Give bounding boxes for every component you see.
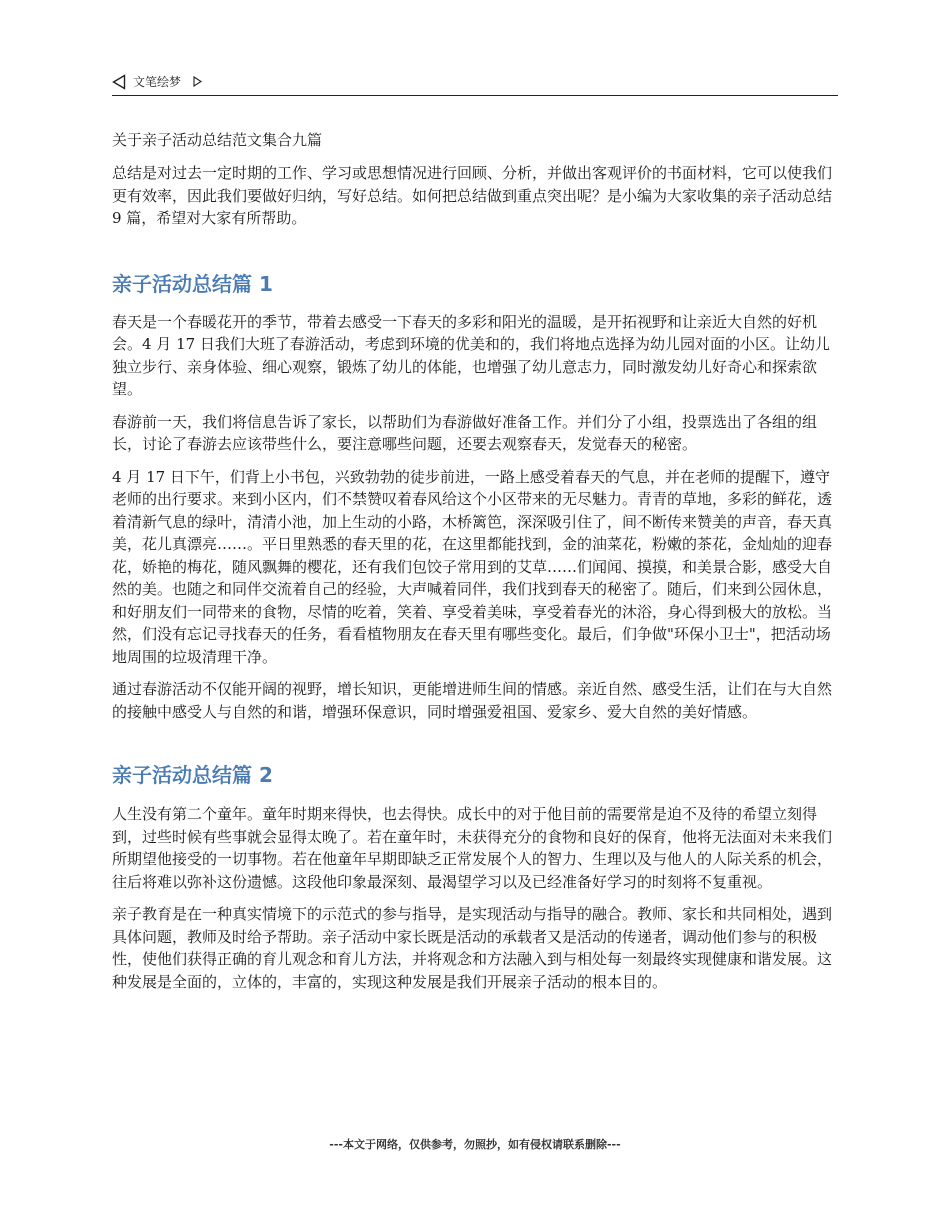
document-body (112, 128, 838, 1003)
intro-paragraph: 总结是对过去一定时期的工作、学习或思想情况进行回顾、分析，并做出客观评价的书面材料，它可以使我们更有效率，因此我们要做好归纳，写好总结。如何把总结做到重点突出呢？是小编为大家收集的亲子活动总结 9 篇，希望对大家有所帮助。 (112, 164, 833, 227)
section-1-paragraph-1: 春天是一个春暖花开的季节，带着去感受一下春天的多彩和阳光的温暖，是开拓视野和让亲近大自然的好机会。4 月 17 日我们大班了春游活动，考虑到环境的优美和的，我们将地点选择为幼儿园对面的小区。让幼儿独立步行、亲身体验、细心观察，锻炼了幼儿的体能，也增强了幼儿意志力，同时激发幼儿好奇心和探索欲望。 (112, 312, 830, 398)
section-1-title: 亲子活动总结篇 1 (112, 271, 273, 296)
section-1-paragraph-2: 春游前一天，我们将信息告诉了家长，以帮助们为春游做好准备工作。并们分了小组，投票选出了各组的组长，讨论了春游去应该带些什么，要注意哪些问题，还要去观察春天，发觉春天的秘密。 (112, 412, 818, 453)
section-1-paragraph-4: 通过春游活动不仅能开阔的视野，增长知识，更能增进师生间的情感。亲近自然、感受生活，让们在与大自然的接触中感受人与自然的和谐，增强环保意识，同时增强爱祖国、爱家乡、爱大自然的美好情感。 (112, 680, 833, 721)
section-1-paragraph-3: 4 月 17 日下午，们背上小书包，兴致勃勃的徒步前进，一路上感受着春天的气息，并在老师的提醒下，遵守老师的出行要求。来到小区内，们不禁赞叹着春风给这个小区带来的无尽魅力。青青的草地，多彩的鲜花，透着清新气息的绿叶，清清小池，加上生动的小路，木桥篱笆，深深吸引住了，间不断传来赞美的声音，春天真美，花儿真漂亮……。平日里熟悉的春天里的花，在这里都能找到，金的油菜花，粉嫩的茶花，金灿灿的迎春花，娇艳的梅花，随风飘舞的樱花，还有我们包饺子常用到的艾草……们闻闻、摸摸，和美景合影，感受大自然的美。也随之和同伴交流着自己的经验，大声喊着同伴，我们找到春天的秘密了。随后，们来到公园休息，和好朋友们一同带来的食物，尽情的吃着，笑着、享受着美味，享受着春光的沐浴，身心得到极大的放松。当然，们没有忘记寻找春天的任务，看看植物朋友在春天里有哪些变化。最后，们争做"环保小卫士"，把活动场地周围的垃圾清理干净。 (112, 467, 833, 666)
header-brand-group (112, 73, 202, 90)
header-brand: 文笔绘梦 (133, 75, 182, 89)
section-2-paragraph-2: 亲子教育是在一种真实情境下的示范式的参与指导，是实现活动与指导的融合。教师、家长和共同相处，遇到具体问题，教师及时给予帮助。亲子活动中家长既是活动的承载者又是活动的传递者，调动他们参与的积极性，使他们获得正确的育儿观念和育儿方法，并将观念和方法融入到与相处每一刻最终实现健康和谐发展。这种发展是全面的，立体的，丰富的，实现这种发展是我们开展亲子活动的根本目的。 (112, 905, 833, 991)
page-header (112, 70, 838, 96)
triangle-left-outline-icon (112, 74, 126, 90)
section-2-title: 亲子活动总结篇 2 (112, 763, 273, 787)
triangle-right-outline-icon (193, 76, 202, 87)
document-title: 关于亲子活动总结范文集合九篇 (112, 131, 323, 149)
page-footer: ---本文于网络，仅供参考，勿照抄，如有侵权请联系删除--- (329, 1138, 621, 1151)
section-2-paragraph-1: 人生没有第二个童年。童年时期来得快，也去得快。成长中的对于他目前的需要常是迫不及待的希望立刻得到，过些时候有些事就会显得太晚了。若在童年时，未获得充分的食物和良好的保育，他将无法面对未来我们所期望他接受的一切事物。若在他童年早期即缺乏正常发展个人的智力、生理以及与他人的人际关系的机会，往后将难以弥补这份遗憾。这段他印象最深刻、最渴望学习以及已经准备好学习的时刻将不复重视。 (112, 805, 833, 891)
